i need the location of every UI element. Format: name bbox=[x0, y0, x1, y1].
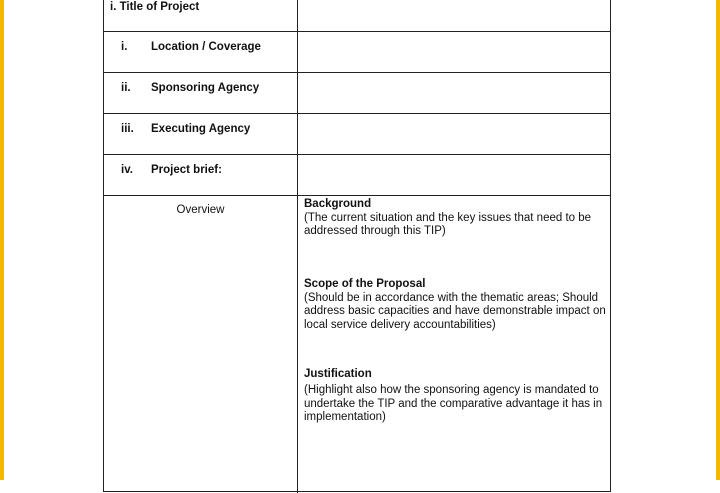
executing-agency-label-cell bbox=[104, 114, 298, 154]
justification-text: (Highlight also how the sponsoring agency is mandated to undertake the TIP and the comparative advantage it has in implementation) bbox=[304, 384, 603, 423]
project-brief-row bbox=[104, 155, 610, 196]
page-frame-left bbox=[0, 0, 4, 480]
background-text: (The current situation and the key issues that need to be addressed through this TIP) bbox=[304, 211, 592, 237]
row-numeral: ii. bbox=[121, 82, 131, 94]
overview-content-cell[interactable] bbox=[298, 196, 610, 493]
executing-agency-label: Executing Agency bbox=[151, 123, 251, 135]
location-coverage-value-cell[interactable] bbox=[298, 32, 610, 72]
project-form-table bbox=[103, 0, 611, 492]
overview-row bbox=[104, 196, 610, 493]
sponsoring-agency-label: Sponsoring Agency bbox=[151, 82, 260, 94]
executing-agency-value-cell[interactable] bbox=[298, 114, 610, 154]
scope-title: Scope of the Proposal bbox=[304, 278, 426, 290]
title-of-project-value-cell[interactable] bbox=[298, 0, 610, 31]
overview-label: Overview bbox=[176, 204, 225, 216]
project-brief-label-cell bbox=[104, 155, 298, 195]
row-numeral: iii. bbox=[121, 123, 134, 135]
justification-title: Justification bbox=[304, 368, 372, 380]
background-title: Background bbox=[304, 198, 372, 210]
page-frame-right bbox=[716, 0, 720, 480]
location-coverage-label: Location / Coverage bbox=[151, 41, 261, 53]
project-brief-value-cell[interactable] bbox=[298, 155, 610, 195]
row-numeral: i. bbox=[121, 41, 128, 53]
executing-agency-row bbox=[104, 114, 610, 155]
scope-text: (Should be in accordance with the thematic areas; Should address basic capacities and have demonstrable impact on local service delivery accountabilities) bbox=[304, 291, 606, 331]
overview-label-cell bbox=[104, 196, 298, 493]
title-of-project-row bbox=[104, 0, 610, 32]
scope-section bbox=[304, 278, 608, 332]
title-of-project-label: i. Title of Project bbox=[110, 1, 200, 13]
title-of-project-label-cell bbox=[104, 0, 298, 31]
row-numeral: iv. bbox=[121, 164, 133, 176]
sponsoring-agency-row bbox=[104, 73, 610, 114]
location-coverage-label-cell bbox=[104, 32, 298, 72]
location-coverage-row bbox=[104, 32, 610, 73]
sponsoring-agency-value-cell[interactable] bbox=[298, 73, 610, 113]
background-section bbox=[304, 198, 604, 239]
project-brief-label: Project brief: bbox=[151, 164, 222, 176]
sponsoring-agency-label-cell bbox=[104, 73, 298, 113]
